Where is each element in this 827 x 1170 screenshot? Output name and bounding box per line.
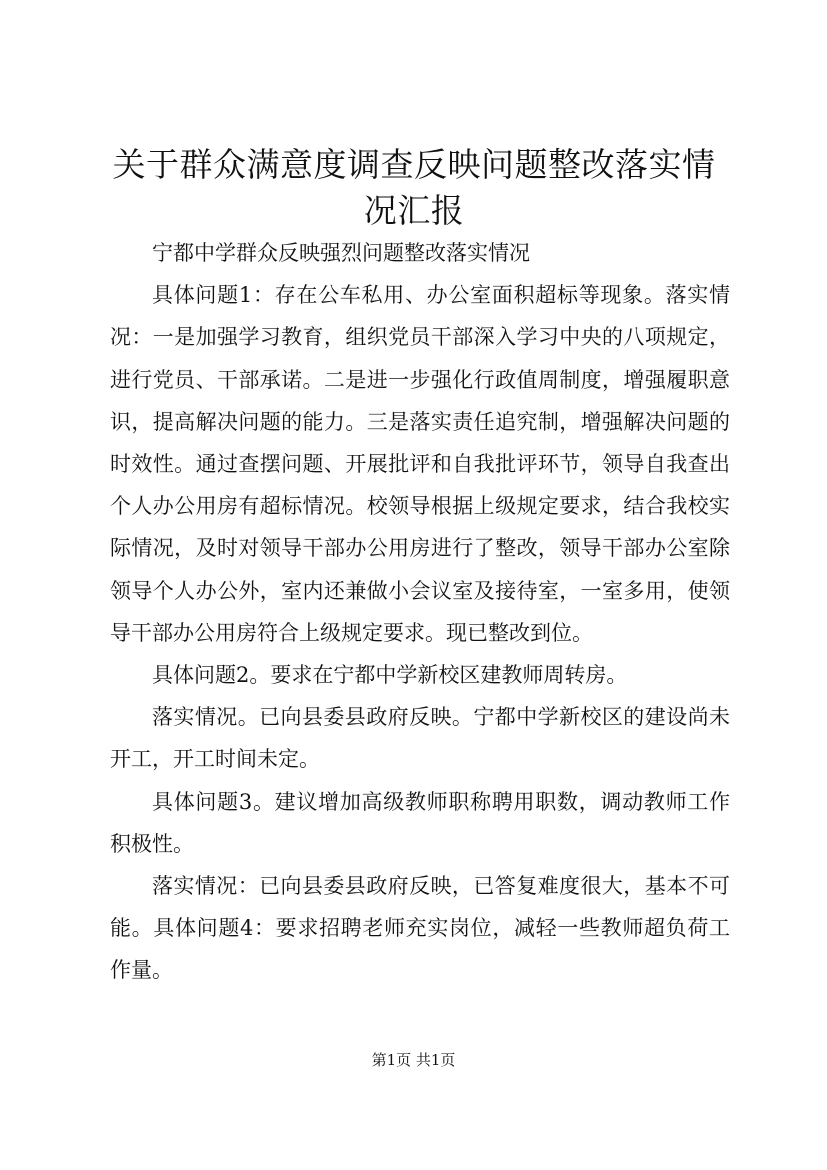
page-footer: 第1页 共1页 [371,1051,456,1069]
paragraph-subtitle: 宁都中学群众反映强烈问题整改落实情况 [152,241,530,265]
document-title: 关于群众满意度调查反映问题整改落实情况汇报 [112,145,716,230]
paragraph-issue-1: 具体问题1：存在公车私用、办公室面积超标等现象。落实情况：一是加强学习教育，组织党员干部深入学习中央的八项规定，进行党员、干部承诺。二是进一步强化行政值周制度，增强履职意识，提高解决问题的能力。三是落实责任追究制，增强解决问题的时效性。通过查摆问题、开展批评和自我批评环节，领导自我查出个人办公用房有超标情况。校领导根据上级规定要求，结合我校实际情况，及时对领导干部办公用房进行了整改，领导干部办公室除领导个人办公外，室内还兼做小会议室及接待室，一室多用，使领导干部办公用房符合上级规定要求。现已整改到位。 [110,283,730,645]
paragraph-issue-3: 具体问题3。建议增加高级教师职称聘用职数，调动教师工作积极性。 [110,789,730,856]
paragraph-issue-3-result: 落实情况：已向县委县政府反映，已答复难度很大，基本不可能。具体问题4：要求招聘老师充实岗位，减轻一些教师超负荷工作量。 [110,874,730,983]
paragraph-issue-2: 具体问题2。要求在宁都中学新校区建教师周转房。 [152,663,628,688]
document-body [110,232,730,992]
paragraph-issue-2-result: 落实情况。已向县委县政府反映。宁都中学新校区的建设尚未开工，开工时间未定。 [110,705,730,772]
